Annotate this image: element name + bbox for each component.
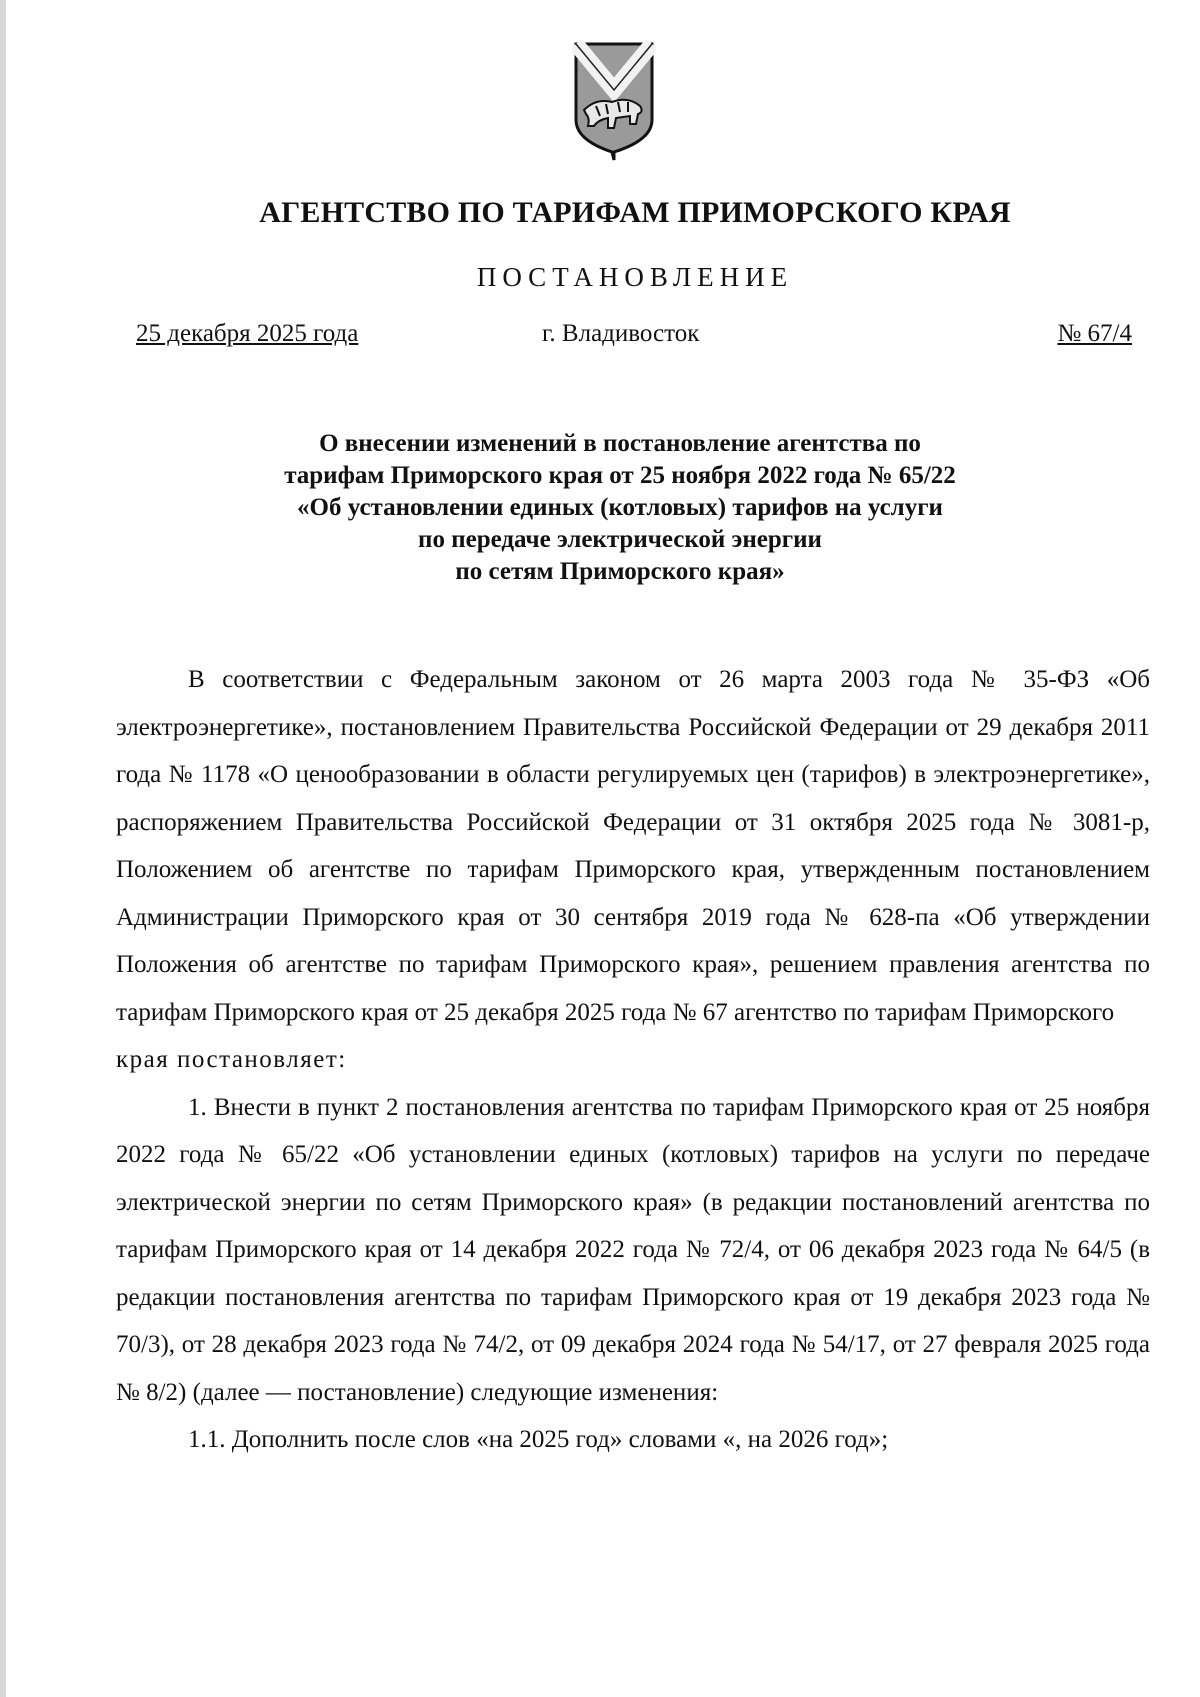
coat-of-arms-emblem: [572, 40, 656, 162]
scan-edge: [0, 0, 6, 1697]
subject-line: тарифам Приморского края от 25 ноября 2022 года № 65/22: [284, 462, 956, 489]
preamble-conclusion-text: края постановляет:: [116, 1046, 347, 1073]
document-date: 25 декабря 2025 года: [136, 320, 359, 347]
document-body: [116, 656, 1150, 1464]
subject-line: «Об установлении единых (котловых) тарифов на услуги: [297, 494, 943, 521]
preamble-conclusion: [116, 1036, 1150, 1084]
document-city: г. Владивосток: [542, 320, 700, 347]
document-type: ПОСТАНОВЛЕНИЕ: [476, 262, 794, 292]
subject-line: О внесении изменений в постановление агентства по: [319, 430, 921, 457]
document-number: № 67/4: [1057, 320, 1132, 347]
subject-line: по сетям Приморского края»: [455, 558, 785, 585]
subject-line: по передаче электрической энергии: [418, 526, 822, 553]
agency-title: АГЕНТСТВО ПО ТАРИФАМ ПРИМОРСКОГО КРАЯ: [259, 196, 1011, 229]
item-1-paragraph: 1. Внести в пункт 2 постановления агентства по тарифам Приморского края от 25 ноября 2022 года № 65/22 «Об установлении единых (котловых) тарифов на услуги по передаче электрической энергии по сетям Приморского края» (в редакции постановлений агентства по тарифам Приморского края от 14 декабря 2022 года № 72/4, от 06 декабря 2023 года № 64/5 (в редакции постановления агентства по тарифам Приморского края от 19 декабря 2023 года № 70/3), от 28 декабря 2023 года № 74/2, от 09 декабря 2024 года № 54/17, от 27 февраля 2025 года № 8/2) (далее — постановление) следующие изменения:: [116, 1093, 1150, 1406]
preamble-paragraph: В соответствии с Федеральным законом от 26 марта 2003 года № 35-ФЗ «Об электроэнергетике», постановлением Правительства Российской Федерации от 29 декабря 2011 года № 1178 «О ценообразовании в области регулируемых цен (тарифов) в электроэнергетике», распоряжением Правительства Российской Федерации от 31 октября 2025 года № 3081-р, Положением об агентстве по тарифам Приморского края, утвержденным постановлением Администрации Приморского края от 30 сентября 2019 года № 628-па «Об утверждении Положения об агентстве по тарифам Приморского края», решением правления агентства по тарифам Приморского края от 25 декабря 2025 года № 67 агентство по тарифам Приморского: [116, 666, 1150, 1026]
document-subject: [200, 428, 1040, 588]
document-meta-row: [136, 320, 1132, 354]
item-1-1-paragraph: 1.1. Дополнить после слов «на 2025 год» словами «, на 2026 год»;: [188, 1426, 889, 1453]
